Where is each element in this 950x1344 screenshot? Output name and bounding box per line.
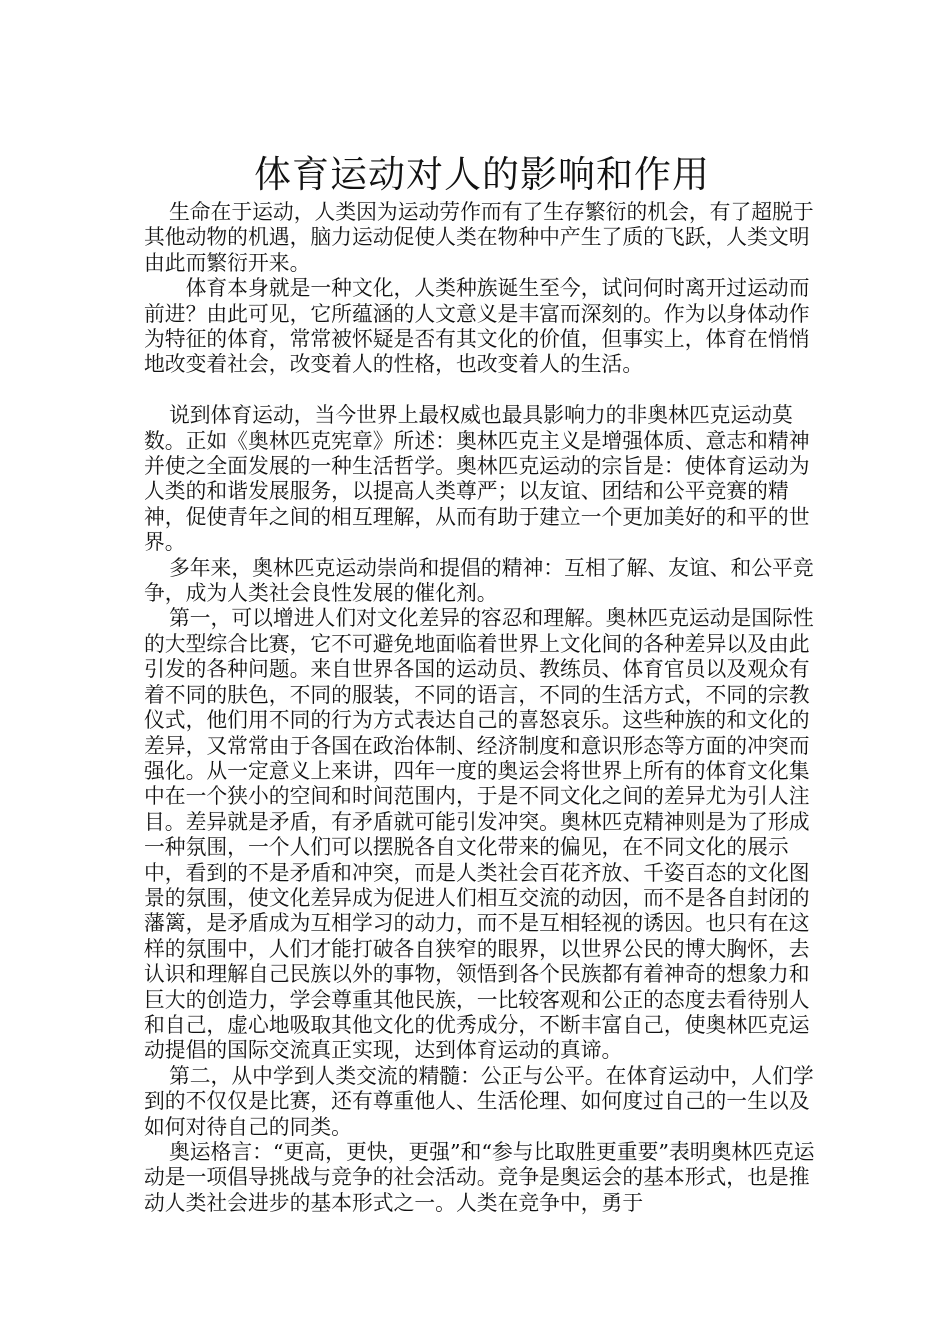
document-body (144, 150, 820, 1216)
paragraph-7: 奥运格言：“更高，更快，更强”和“参与比取胜更重要”表明奥林匹克运动是一项倡导挑战与竞争的社会活动。竞争是奥运会的基本形式，也是推动人类社会进步的基本形式之一。人类在竞争中，勇于 (144, 1140, 815, 1215)
paragraph-2: 体育本身就是一种文化，人类种族诞生至今，试问何时离开过运动而前进？由此可见，它所蕴涵的人文意义是丰富而深刻的。作为以身体动作为特征的体育，常常被怀疑是否有其文化的价值，但事实上，体育在悄悄地改变着社会，改变着人的性格，也改变着人的生活。 (144, 276, 810, 377)
paragraph-5: 第一，可以增进人们对文化差异的容忍和理解。奥林匹克运动是国际性的大型综合比赛，它不可避免地面临着世界上文化间的各种差异以及由此引发的各种问题。来自世界各国的运动员、教练员、体育官员以及观众有着不同的肤色，不同的服装，不同的语言，不同的生活方式，不同的宗教仪式，他们用不同的行为方式表达自己的喜怒哀乐。这些种族的和文化的差异，又常常由于各国在政治体制、经济制度和意识形态等方面的冲突而强化。从一定意义上来讲，四年一度的奥运会将世界上所有的体育文化集中在一个狭小的空间和时间范围内，于是不同文化之间的差异尤为引人注目。差异就是矛盾，有矛盾就可能引发冲突。奥林匹克精神则是为了形成一种氛围，一个人们可以摆脱各自文化带来的偏见，在不同文化的展示中，看到的不是矛盾和冲突，而是人类社会百花齐放、千姿百态的文化图景的氛围，使文化差异成为促进人们相互交流的动因，而不是各自封闭的藩篱，是矛盾成为互相学习的动力，而不是互相轻视的诱因。也只有在这样的氛围中，人们才能打破各自狭窄的眼界，以世界公民的博大胸怀，去认识和理解自己民族以外的事物，领悟到各个民族都有着神奇的想象力和巨大的创造力，学会尊重其他民族，一比较客观和公正的态度去看待别人和自己，虚心地吸取其他文化的优秀成分，不断丰富自己，使奥林匹克运动提倡的国际交流真正实现，达到体育运动的真谛。 (144, 606, 814, 1063)
paragraph-3: 说到体育运动，当今世界上最权威也最具影响力的非奥林匹克运动莫数。正如《奥林匹克宪章》所述：奥林匹克主义是增强体质、意志和精神并使之全面发展的一种生活哲学。奥林匹克运动的宗旨是：使体育运动为人类的和谐发展服务，以提高人类尊严；以友谊、团结和公平竞赛的精神，促使青年之间的相互理解，从而有助于建立一个更加美好的和平的世界。 (144, 403, 810, 555)
blank-line (144, 378, 820, 403)
paragraph-6: 第二，从中学到人类交流的精髓：公正与公平。在体育运动中，人们学到的不仅仅是比赛，还有尊重他人、生活伦理、如何度过自己的一生以及如何对待自己的同类。 (144, 1063, 814, 1139)
paragraph-1: 生命在于运动，人类因为运动劳作而有了生存繁衍的机会，有了超脱于其他动物的机遇，脑力运动促使人类在物种中产生了质的飞跃，人类文明由此而繁衍开来。 (144, 200, 814, 275)
document-text (144, 200, 820, 1216)
document-title: 体育运动对人的影响和作用 (254, 153, 710, 196)
paragraph-4: 多年来，奥林匹克运动崇尚和提倡的精神：互相了解、友谊、和公平竞争，成为人类社会良性发展的催化剂。 (144, 555, 814, 606)
